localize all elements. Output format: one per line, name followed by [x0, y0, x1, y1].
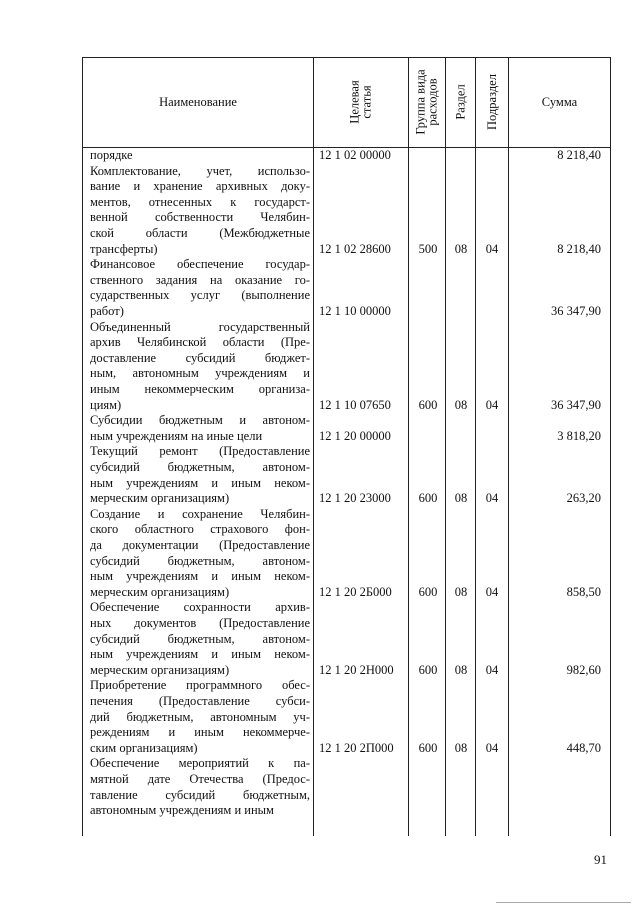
- table-right-border: [610, 57, 611, 836]
- row-name-line: ским организациям): [90, 740, 198, 755]
- row-name-line: порядке: [90, 148, 133, 162]
- row-name-line: ственного задания на оказание го-: [90, 272, 310, 287]
- row-name-line: печения (Предоставление субси-: [90, 693, 310, 708]
- header-group-cell: [409, 57, 445, 147]
- row-name-line: дий бюджетным, автономным уч-: [90, 709, 310, 724]
- row-section: 08: [454, 491, 468, 506]
- row-subsection: 04: [485, 662, 499, 677]
- row-amount: 3 818,20: [557, 428, 601, 443]
- row-group: 600: [418, 397, 438, 412]
- header-amount: Сумма: [541, 95, 578, 109]
- row-subsection: 04: [485, 740, 499, 755]
- column-divider-group: [408, 57, 409, 836]
- row-name-line: ным, автономным учреждениям и: [90, 366, 310, 381]
- row-name: [90, 320, 310, 414]
- header-group: [415, 69, 439, 134]
- row-amount: 8 218,40: [557, 241, 601, 256]
- row-amount: 36 347,90: [551, 397, 601, 412]
- row-amount: 448,70: [566, 740, 601, 755]
- header-section-cell: [446, 57, 475, 147]
- row-group: 600: [418, 491, 438, 506]
- header-group-line1: Группа вида: [414, 69, 429, 135]
- row-group: 600: [418, 662, 438, 677]
- row-name-line: ных документов (Предоставление: [90, 615, 310, 630]
- row-name: [90, 678, 310, 756]
- row-code: 12 1 10 07650: [319, 397, 391, 412]
- row-name: [90, 148, 310, 164]
- row-name: [90, 413, 310, 444]
- header-name: Наименование: [159, 95, 237, 109]
- row-name-line: ным учреждениям и иным неком-: [90, 475, 310, 490]
- row-name: [90, 756, 310, 818]
- header-code-line2: статья: [360, 85, 374, 119]
- row-name-line: мятной дате Отечества (Предос-: [90, 771, 310, 786]
- header-code-line1: Целевая: [348, 80, 362, 124]
- row-amount: 8 218,40: [557, 148, 601, 162]
- row-name-line: Обеспечение сохранности архив-: [90, 600, 310, 615]
- row-name: [90, 507, 310, 601]
- row-name-line: Текущий ремонт (Предоставление: [90, 444, 310, 459]
- column-divider-amount: [508, 57, 509, 836]
- page-number: 91: [594, 852, 607, 867]
- row-name-line: тавление субсидий бюджетным,: [90, 787, 310, 802]
- row-name-line: Финансовое обеспечение государ-: [90, 257, 310, 272]
- row-name-line: ского областного страхового фон-: [90, 522, 310, 537]
- header-code-cell: [314, 57, 408, 147]
- column-divider-section: [445, 57, 446, 836]
- row-code: 12 1 20 2П000: [319, 740, 394, 755]
- header-amount-cell: [509, 57, 610, 147]
- row-code: 12 1 02 28600: [319, 241, 391, 256]
- header-subsection: Подраздел: [485, 74, 499, 130]
- row-name-line: ской области (Межбюджетные: [90, 225, 310, 240]
- row-name-line: мерческим организациям): [90, 584, 230, 599]
- row-subsection: 04: [485, 241, 499, 256]
- row-name-line: ментов, отнесенных к государст-: [90, 194, 310, 209]
- row-subsection: 04: [485, 397, 499, 412]
- row-name-line: вание и хранение архивных доку-: [90, 179, 310, 194]
- row-name-line: да документации (Предоставление: [90, 537, 310, 552]
- row-name-line: трансферты): [90, 241, 158, 256]
- column-divider-subsection: [475, 57, 476, 836]
- row-section: 08: [454, 662, 468, 677]
- row-name-line: реждениям и иным некоммерче-: [90, 725, 310, 740]
- row-name-line: мерческим организациям): [90, 662, 230, 677]
- header-code: [349, 80, 373, 123]
- row-name-line: ным учреждениям и иным неком-: [90, 647, 310, 662]
- row-section: 08: [454, 241, 468, 256]
- row-group: 500: [418, 241, 438, 256]
- row-code: 12 1 20 23000: [319, 491, 391, 506]
- row-name-line: Объединенный государственный: [90, 319, 310, 334]
- row-name: [90, 164, 310, 258]
- row-code: 12 1 20 2Б000: [319, 584, 392, 599]
- header-subsection-cell: [476, 57, 508, 147]
- row-name-line: ным учреждениям на иные цели: [90, 428, 263, 443]
- row-name-line: циям): [90, 397, 122, 412]
- row-name-line: архив Челябинской области (Пре-: [90, 335, 310, 350]
- row-code: 12 1 10 00000: [319, 304, 391, 318]
- row-name-line: Создание и сохранение Челябин-: [90, 506, 310, 521]
- row-group: 600: [418, 740, 438, 755]
- row-section: 08: [454, 740, 468, 755]
- row-name: [90, 600, 310, 678]
- row-name-line: доставление субсидий бюджет-: [90, 350, 310, 365]
- row-name-line: ным учреждениям и иным неком-: [90, 569, 310, 584]
- column-divider-code: [313, 57, 314, 836]
- row-code: 12 1 20 00000: [319, 428, 391, 443]
- row-name-line: субсидий бюджетным, автоном-: [90, 459, 310, 474]
- footer-rule: [496, 902, 631, 903]
- row-name-line: субсидий бюджетным, автоном-: [90, 553, 310, 568]
- row-name-line: субсидий бюджетным, автоном-: [90, 631, 310, 646]
- header-name-cell: [83, 57, 313, 147]
- row-subsection: 04: [485, 491, 499, 506]
- row-name: [90, 257, 310, 319]
- row-amount: 982,60: [566, 662, 601, 677]
- row-name: [90, 444, 310, 506]
- row-name-line: Субсидии бюджетным и автоном-: [90, 413, 310, 428]
- header-section: Раздел: [453, 84, 468, 120]
- row-amount: 263,20: [566, 491, 601, 506]
- row-amount: 858,50: [566, 584, 601, 599]
- row-amount: 36 347,90: [551, 304, 601, 318]
- row-group: 600: [418, 584, 438, 599]
- row-section: 08: [454, 584, 468, 599]
- row-code: 12 1 20 2Н000: [319, 662, 394, 677]
- row-name-line: Приобретение программного обес-: [90, 678, 310, 693]
- row-name-line: венной собственности Челябин-: [90, 210, 310, 225]
- row-name-line: Комплектование, учет, использо-: [90, 163, 310, 178]
- row-code: 12 1 02 00000: [319, 148, 391, 162]
- row-name-line: работ): [90, 303, 124, 318]
- row-subsection: 04: [485, 584, 499, 599]
- row-name-line: сударственных услуг (выполнение: [90, 288, 310, 303]
- row-name-line: Обеспечение мероприятий к па-: [90, 756, 310, 771]
- row-section: 08: [454, 397, 468, 412]
- row-name-line: иным некоммерческим организа-: [90, 381, 310, 396]
- row-name-line: мерческим организациям): [90, 491, 230, 506]
- row-name-line: автономным учреждениям и иным: [90, 803, 274, 818]
- header-group-line2: расходов: [426, 78, 441, 126]
- table-left-border: [82, 57, 83, 836]
